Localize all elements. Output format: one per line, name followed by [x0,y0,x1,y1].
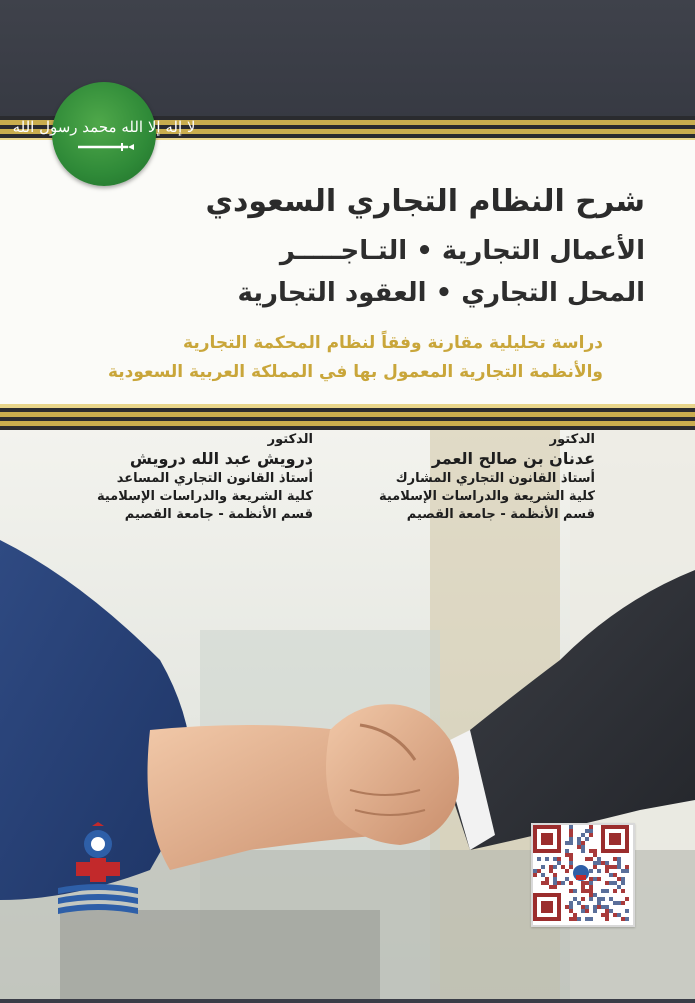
author-1-name: عدنان بن صالح العمر [431,449,595,468]
author-2-department: قسم الأنظمة - جامعة القصيم [124,507,313,522]
author-1-department: قسم الأنظمة - جامعة القصيم [406,507,595,522]
qr-code-icon[interactable] [531,823,635,927]
author-1-college: كلية الشريعة والدراسات الإسلامية [378,489,595,504]
emblem-text: لا إله إلا الله محمد رسول الله [12,118,196,136]
study-line-2: والأنظمة التجارية المعمول بها في المملكة العربية السعودية [107,362,603,382]
study-line-1: دراسة تحليلية مقارنة وفقاً لنظام المحكمة التجارية [183,333,603,353]
author-1 [379,432,595,522]
author-2-college: كلية الشريعة والدراسات الإسلامية [96,489,313,504]
bottom-gold-stripes [0,404,695,432]
publisher-logo-icon [52,822,144,918]
author-1-position: أستاذ القانون التجاري المشارك [395,471,595,486]
book-title: شرح النظام التجاري السعودي [205,184,645,219]
saudi-flag-emblem-icon [12,82,196,186]
author-2 [97,432,313,522]
subtitle-line-1: الأعمال التجارية • التـاجـــــر [279,236,645,266]
subtitle-line-2: المحل التجاري • العقود التجارية [237,278,645,308]
author-2-position: أستاذ القانون التجاري المساعد [116,471,313,486]
author-1-label: الدكتور [549,432,595,447]
author-2-label: الدكتور [267,432,313,447]
author-2-name: درويش عبد الله درويش [129,449,313,468]
